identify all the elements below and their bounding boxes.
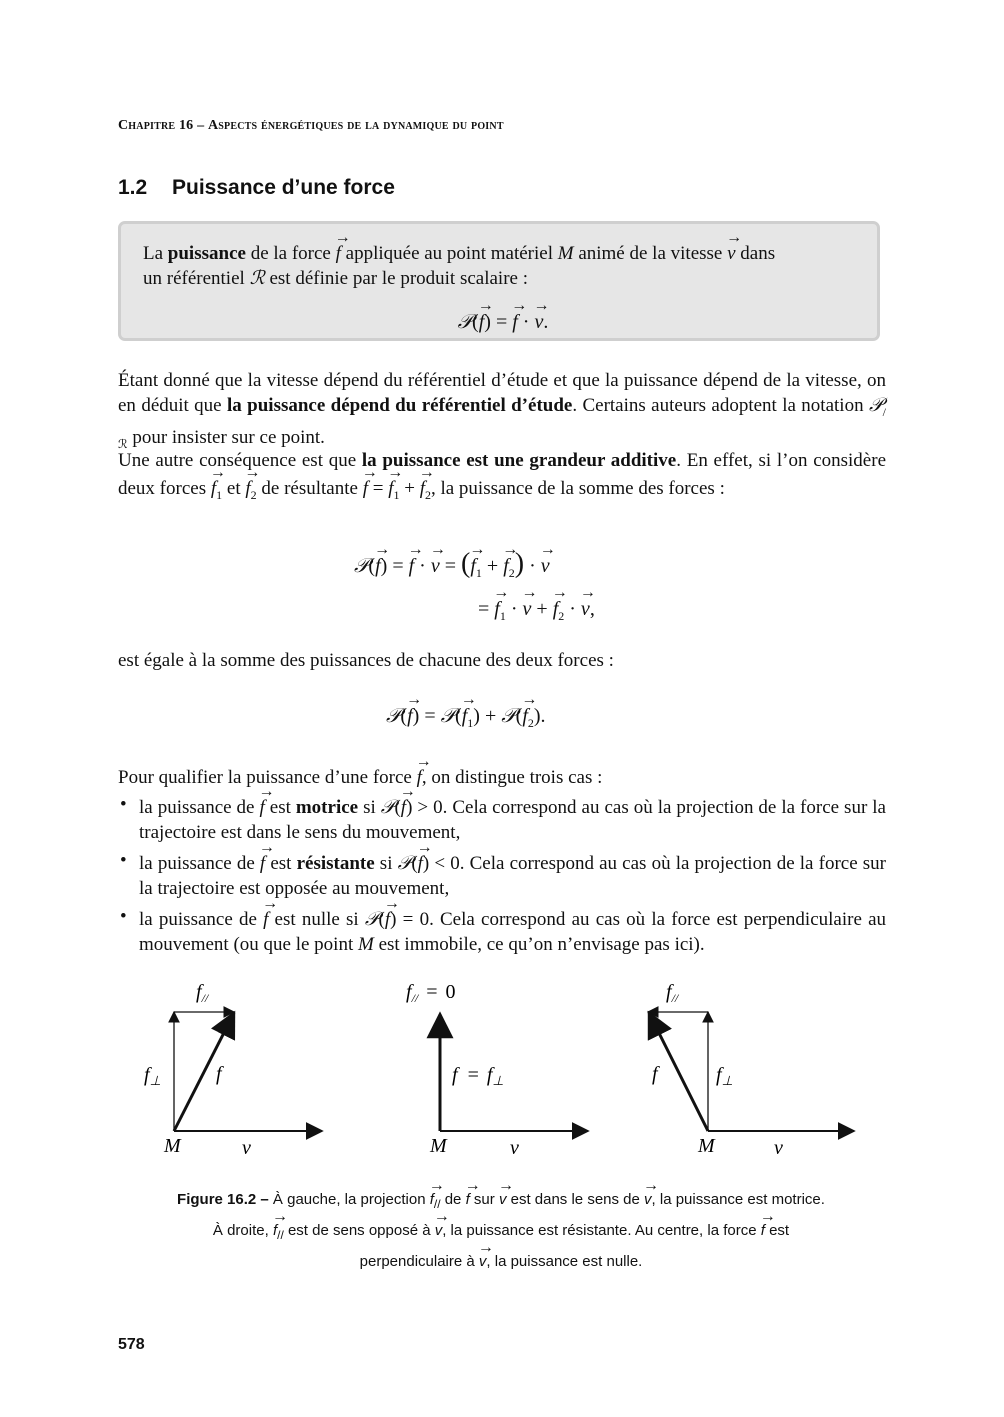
force-vector: [174, 1013, 234, 1131]
force-label: f: [216, 1063, 222, 1085]
f-par-zero-label: $f_{//} = 0$: [406, 981, 456, 1005]
panel-resistante: [648, 981, 854, 1159]
f-perp-label: $f_\perp$: [144, 1064, 161, 1088]
chapter-label: Chapitre 16 –: [118, 118, 205, 133]
list-item: • la puissance de → f est nulle si 𝒫(→ f) = 0. Cela correspond au cas où la force est perpendiculaire au mouvement (ou que le point M est immobile, ce qu’on n’envisage pas ici).: [118, 904, 886, 957]
point-label: M: [698, 1135, 715, 1157]
figure-caption: Figure 16.2 – À gauche, la projection → $f_{//}$ de → f sur → v est dans le sens de → v, la puissance est motrice. À droite, → $f_{//}$ est de sens opposé à → v, la puissance est résistante. Au centre, la force → f est perpendiculaire à → v, la puissance est nulle.: [176, 1184, 826, 1277]
velocity-label: v: [774, 1137, 783, 1159]
definition-formula: 𝒫(→ f) = → f · → v.: [143, 306, 863, 334]
force-vector: [649, 1013, 708, 1131]
section-heading: Puissance d’une force: [172, 176, 395, 199]
f-perp-label: $f_\perp$: [716, 1064, 733, 1088]
chapter-title: Aspects énergétiques de la dynamique du point: [207, 118, 504, 133]
equation-sum-line1: 𝒫(→ f) = → f · → v = (→ $f_1$ + → $f_2$) · → v: [354, 548, 550, 580]
figure-power-diagram: [118, 968, 878, 1168]
f-par-label: $f_{//}$: [196, 981, 209, 1005]
force-equals-perp-label: $f = f_\perp$: [452, 1064, 504, 1088]
equation-sum-line2: = → $f_1$ · → v + → $f_2$ · → v,: [478, 593, 595, 622]
force-label: f: [652, 1063, 658, 1085]
running-header: [118, 118, 504, 134]
equation-additive: 𝒫(→ f) = 𝒫(→ $f_1$) + 𝒫(→ $f_2$).: [386, 700, 546, 729]
paragraph-three-cases: Pour qualifier la puissance d’une force → f, on distingue trois cas :: [118, 762, 886, 790]
panel-motrice: [144, 981, 322, 1159]
point-label: M: [430, 1135, 447, 1157]
velocity-label: v: [510, 1137, 519, 1159]
definition-box: [118, 221, 880, 341]
page-number: 578: [118, 1336, 145, 1353]
list-item: • la puissance de → f est motrice si 𝒫(→ f) > 0. Cela correspond au cas où la projection de la force sur la trajectoire est dans le sens du mouvement,: [118, 792, 886, 845]
point-label: M: [164, 1135, 181, 1157]
paragraph-sum: est égale à la somme des puissances de chacune des deux forces :: [118, 650, 614, 671]
paragraph-additivity: Une autre conséquence est que la puissance est une grandeur additive. En effet, si l’on considère deux forces → $f_1$ et → $f_2$ de résultante → f = → $f_1$ + → $f_2$, la puissance de la somme des forces :: [118, 448, 886, 501]
velocity-label: v: [242, 1137, 251, 1159]
section-number: 1.2: [118, 176, 148, 199]
cases-list: [118, 792, 886, 960]
section-title: [118, 176, 395, 200]
panel-nulle: [406, 981, 588, 1159]
f-par-label: $f_{//}$: [666, 981, 679, 1005]
definition-text: La puissance de la force → f appliquée au point matériel M animé de la vitesse → v dans un référentiel ℛ est définie par le produit scalaire :: [143, 238, 863, 291]
paragraph-frame-dependence: Étant donné que la vitesse dépend du référentiel d’étude et que la puissance dépend de la vitesse, on en déduit que la puissance dépend du référentiel d’étude. Certains auteurs adoptent la notation 𝒫$_{/ℛ}$ pour insister sur ce point.: [118, 370, 887, 451]
list-item: • la puissance de → f est résistante si 𝒫(→ f) < 0. Cela correspond au cas où la projection de la force sur la trajectoire est opposée au mouvement,: [118, 848, 886, 901]
